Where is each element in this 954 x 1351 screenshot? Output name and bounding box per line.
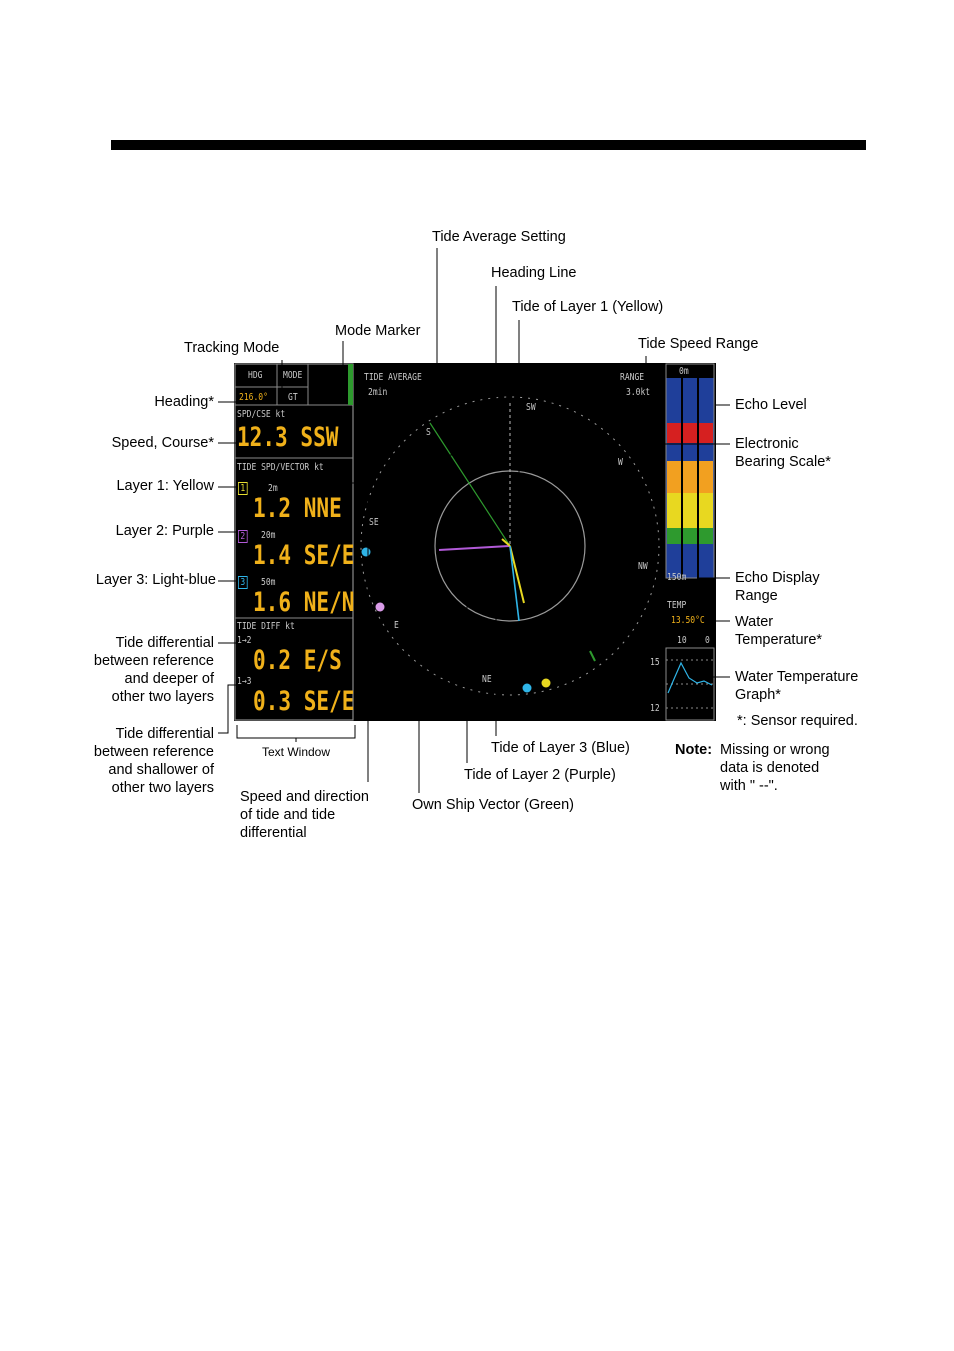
callout-water-temperature: Water Temperature*	[735, 614, 823, 648]
bearing-e: E	[394, 620, 399, 631]
callout-tracking-mode: Tracking Mode	[184, 340, 280, 356]
callout-speed-direction: Speed and direction of tide and tide differential	[240, 789, 369, 841]
echo-level-bars	[667, 423, 713, 544]
callout-layer2: Layer 2: Purple	[115, 523, 214, 539]
tide-layer3-vector	[510, 546, 519, 621]
echo-display-range: 150m	[667, 572, 687, 583]
layer2-depth: 20m	[261, 530, 276, 541]
callout-tide-layer3: Tide of Layer 3 (Blue)	[491, 740, 630, 756]
temp-scale-right: 0	[705, 635, 710, 646]
mode-label: MODE	[283, 370, 303, 381]
layer1-badge: 1	[238, 482, 248, 495]
callout-tide-diff-shallower: Tide differential between reference and shallower of other two layers	[93, 726, 214, 796]
callout-mode-marker: Mode Marker	[335, 323, 421, 339]
tide-layer1-vector	[510, 546, 524, 603]
echo-top-range: 0m	[679, 366, 689, 377]
layer3-depth: 50m	[261, 577, 276, 588]
callout-tide-layer2: Tide of Layer 2 (Purple)	[464, 767, 616, 783]
callout-tide-speed-range: Tide Speed Range	[638, 336, 759, 352]
note-text: Missing or wrong data is denoted with " --".	[720, 742, 830, 794]
range-label: RANGE	[620, 372, 645, 383]
layer1-ring-dot	[542, 679, 551, 688]
bearing-nw: NW	[638, 561, 648, 572]
bearing-w: W	[618, 457, 623, 468]
temp-tick-15: 15	[650, 657, 660, 668]
diff1-value: 0.2 E/S	[253, 645, 342, 676]
range-value: 3.0kt	[626, 387, 651, 398]
layer3-value: 1.6 NE/N	[253, 587, 355, 618]
diff2-value: 0.3 SE/E	[253, 686, 355, 717]
callout-speed-course: Speed, Course*	[111, 435, 214, 451]
diff2-label: 1→3	[237, 676, 252, 687]
tide-average-value: 2min	[368, 387, 388, 398]
hdg-label: HDG	[248, 370, 263, 381]
own-ship-ring-mark	[590, 651, 595, 661]
callout-layer3: Layer 3: Light-blue	[95, 572, 216, 588]
callout-tide-layer1: Tide of Layer 1 (Yellow)	[512, 299, 664, 315]
bearing-sw: SW	[526, 402, 536, 413]
note-label: Note:	[675, 742, 713, 758]
callout-water-temperature-graph: Water Temperature Graph*	[735, 669, 859, 703]
callout-electronic-bearing-scale: Electronic Bearing Scale*	[735, 436, 831, 470]
callout-heading: Heading*	[154, 394, 214, 410]
temp-scale-left: 10	[677, 635, 687, 646]
layer2-value: 1.4 SE/E	[253, 540, 355, 571]
callout-tide-diff-deeper: Tide differential between reference and deeper of other two layers	[93, 635, 214, 705]
mode-marker	[348, 364, 353, 405]
layer2-badge: 2	[238, 530, 248, 543]
callout-echo-display-range: Echo Display Range	[735, 570, 820, 604]
bearing-se: SE	[369, 517, 379, 528]
heading-value: 216.0°	[239, 392, 268, 403]
header-rule	[111, 140, 866, 150]
bearing-ne: NE	[482, 674, 492, 685]
bearing-s: S	[426, 427, 431, 438]
tide-spd-vector-label: TIDE SPD/VECTOR kt	[237, 462, 324, 473]
temp-graph-line	[668, 663, 712, 693]
layer3-ring-dot	[362, 548, 371, 557]
layer3-ring-dot-2	[523, 684, 532, 693]
callout-tide-average-setting: Tide Average Setting	[432, 229, 566, 245]
own-ship-vector	[430, 423, 510, 546]
diff1-label: 1→2	[237, 635, 252, 646]
layer3-badge: 3	[238, 576, 248, 589]
tide-layer2-vector	[439, 546, 510, 550]
layer2-ring-dot	[376, 603, 385, 612]
layer1-depth: 2m	[268, 483, 278, 494]
tide-display-screen	[234, 363, 716, 721]
callout-own-ship-vector: Own Ship Vector (Green)	[412, 797, 574, 813]
temp-value: 13.50°C	[671, 615, 705, 626]
callout-text-window: Text Window	[262, 745, 331, 759]
sensor-required-note: *: Sensor required.	[737, 713, 858, 729]
callout-heading-line: Heading Line	[491, 265, 577, 281]
tide-average-label: TIDE AVERAGE	[364, 372, 422, 383]
layer1-value: 1.2 NNE	[253, 493, 342, 524]
callout-layer1: Layer 1: Yellow	[116, 478, 214, 494]
speed-course-value: 12.3 SSW	[237, 422, 339, 453]
callout-echo-level: Echo Level	[735, 397, 807, 413]
tide-diff-label: TIDE DIFF kt	[237, 621, 295, 632]
mode-value: GT	[288, 392, 298, 403]
temp-label: TEMP	[667, 600, 687, 611]
temp-tick-12: 12	[650, 703, 660, 714]
spd-cse-label: SPD/CSE kt	[237, 409, 286, 420]
